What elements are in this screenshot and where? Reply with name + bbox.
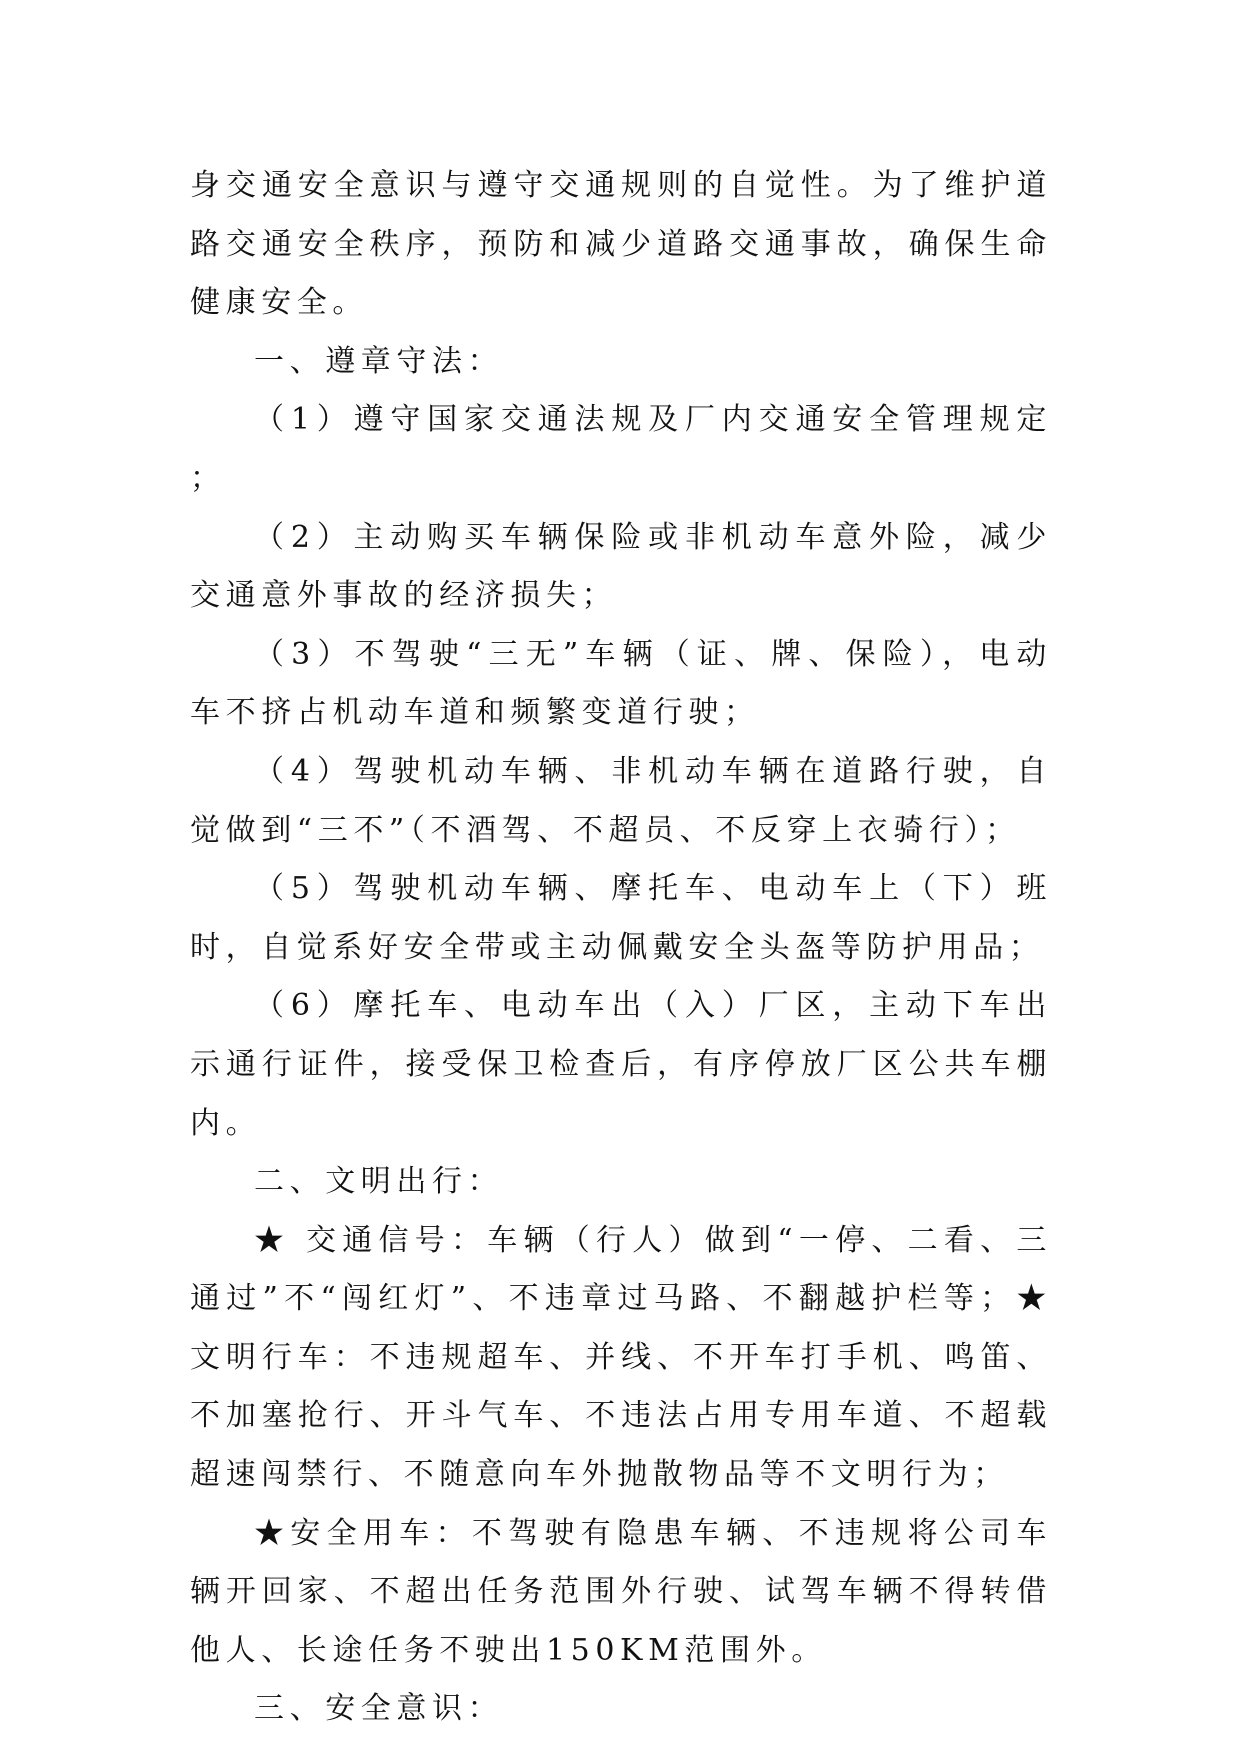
safe-vehicle-use-paragraph: ★安全用车：不驾驶有隐患车辆、不违规将公司车辆开回家、不超出任务范围外行驶、试驾车辆不得转借他人、长途任务不驶出150KM范围外。 bbox=[190, 1515, 1052, 1668]
rule-item-3: （3）不驾驶“三无”车辆（证、牌、保险），电动车不挤占机动车道和频繁变道行驶； bbox=[190, 636, 1052, 731]
rule-item-4: （4）驾驶机动车辆、非机动车辆在道路行驶，自觉做到“三不”（不酒驾、不超员、不反穿上衣骑行）； bbox=[190, 753, 1052, 848]
civilized-travel-paragraph: ★ 交通信号：车辆（行人）做到“一停、二看、三通过”不“闯红灯”、不违章过马路、不翻越护栏等；★文明行车：不违规超车、并线、不开车打手机、鸣笛、不加塞抢行、开斗气车、不违法占用专用车道、不超载超速闯禁行、不随意向车外抛散物品等不文明行为； bbox=[190, 1222, 1052, 1493]
rule-item-1: （1）遵守国家交通法规及厂内交通安全管理规定； bbox=[190, 402, 1052, 496]
document-body bbox=[190, 157, 1052, 1739]
paragraph-intro-continuation: 身交通安全意识与遵守交通规则的自觉性。为了维护道路交通安全秩序，预防和减少道路交通事故，确保生命健康安全。 bbox=[190, 168, 1052, 321]
rule-item-2: （2）主动购买车辆保险或非机动车意外险，减少交通意外事故的经济损失； bbox=[190, 519, 1052, 614]
rule-item-6: （6）摩托车、电动车出（入）厂区，主动下车出示通行证件，接受保卫检查后，有序停放厂区公共车棚内。 bbox=[190, 988, 1052, 1141]
section-heading-compliance: 一、遵章守法： bbox=[254, 343, 504, 379]
section-heading-civilized-travel: 二、文明出行： bbox=[254, 1164, 504, 1200]
section-heading-safety-awareness: 三、安全意识： bbox=[254, 1691, 504, 1727]
rule-item-5: （5）驾驶机动车辆、摩托车、电动车上（下）班时，自觉系好安全带或主动佩戴安全头盔等防护用品； bbox=[190, 871, 1052, 965]
